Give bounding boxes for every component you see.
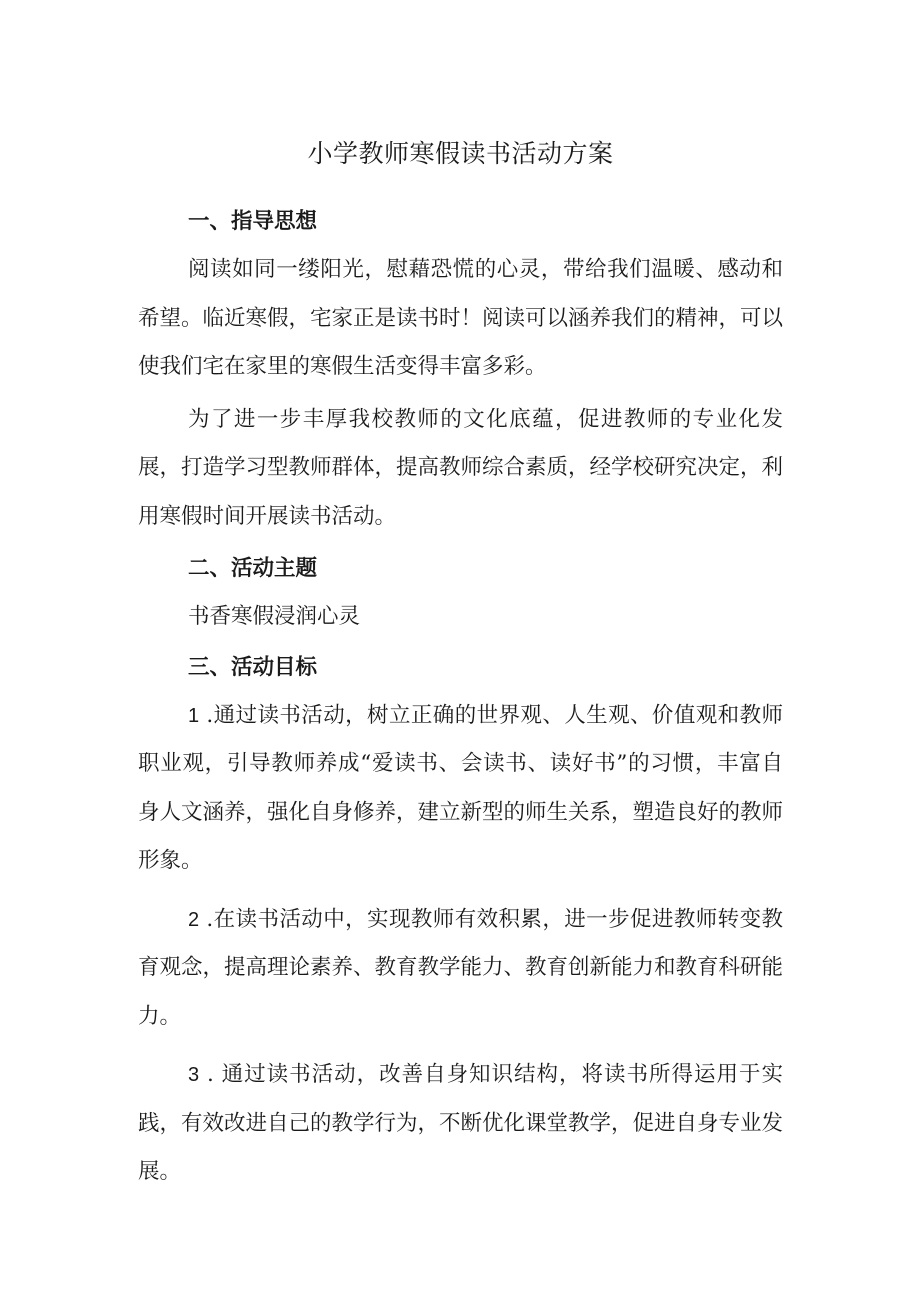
goal-item: [138, 692, 783, 886]
document-title: 小学教师寒假读书活动方案: [307, 139, 614, 168]
section-heading-guiding-ideology: 一、指导思想: [188, 209, 318, 234]
goal-item: [138, 896, 783, 1042]
paragraph: 为了进一步丰厚我校教师的文化底蕴，促进教师的专业化发展，打造学习型教师群体，提高教师综合素质，经学校研究决定，利用寒假时间开展读书活动。: [138, 406, 784, 529]
section-heading-activity-goals: 三、活动目标: [188, 654, 318, 680]
section-heading-activity-theme: 二、活动主题: [188, 556, 318, 581]
goal-text: . 通过读书活动，改善自身知识结构，将读书所得运用于实践，有效改进自己的教学行为，不断优化课堂教学，促进自身专业发展。: [138, 1062, 784, 1184]
goal-text: .通过读书活动，树立正确的世界观、人生观、价值观和教师职业观，引导教师养成“爱读书、会读书、读好书”的习惯，丰富自身人文涵养，强化自身修养，建立新型的师生关系，塑造良好的教师形象。: [138, 702, 784, 873]
goal-number: 2: [188, 908, 200, 931]
activity-theme-text: 书香寒假浸润心灵: [188, 604, 361, 629]
goal-item: [138, 1051, 783, 1197]
document-page: [138, 128, 783, 1207]
goal-number: 3: [188, 1064, 200, 1086]
goal-text: .在读书活动中，实现教师有效积累，进一步促进教师转变教育观念，提高理论素养、教育教学能力、教育创新能力和教育科研能力。: [138, 906, 784, 1029]
paragraph: 阅读如同一缕阳光，慰藉恐慌的心灵，带给我们温暖、感动和希望。临近寒假，宅家正是读书时！阅读可以涵养我们的精神，可以使我们宅在家里的寒假生活变得丰富多彩。: [138, 257, 784, 379]
goal-number: 1: [188, 704, 200, 727]
